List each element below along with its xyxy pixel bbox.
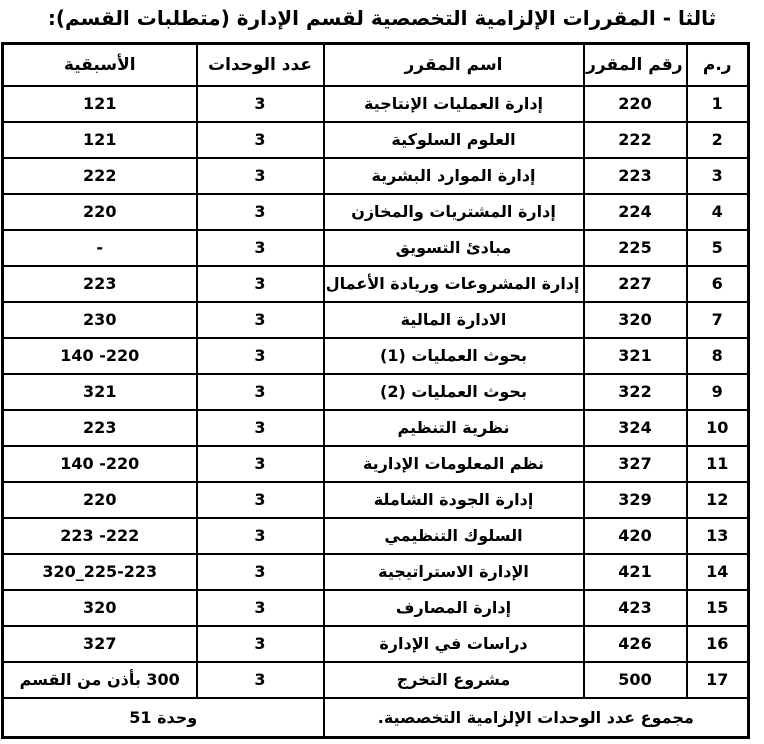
cell-name: دراسات في الإدارة [324,626,584,662]
table-row [3,518,749,554]
cell-no: 13 [687,518,749,554]
header-row [3,44,749,86]
cell-prereq: 140 -220 [3,446,197,482]
cell-no: 10 [687,410,749,446]
cell-code: 329 [584,482,687,518]
cell-prereq: 327 [3,626,197,662]
cell-prereq: 223 -222 [3,518,197,554]
cell-name: الادارة المالية [324,302,584,338]
cell-name: العلوم السلوكية [324,122,584,158]
cell-no: 5 [687,230,749,266]
cell-no: 16 [687,626,749,662]
cell-units: 3 [197,158,324,194]
table-row [3,230,749,266]
cell-prereq: - [3,230,197,266]
cell-units: 3 [197,446,324,482]
total-units-value: 51 وحدة [3,698,324,738]
column-header-prereq: الأسبقية [3,44,197,86]
cell-name: إدارة الموارد البشرية [324,158,584,194]
cell-name: إدارة الجودة الشاملة [324,482,584,518]
table-row [3,446,749,482]
cell-name: بحوث العمليات (1) [324,338,584,374]
cell-units: 3 [197,194,324,230]
cell-no: 9 [687,374,749,410]
cell-prereq: 220 [3,194,197,230]
cell-name: نظم المعلومات الإدارية [324,446,584,482]
cell-no: 4 [687,194,749,230]
total-units-label: مجموع عدد الوحدات الإلزامية التخصصية. [324,698,749,738]
cell-prereq: 300 بأذن من القسم [3,662,197,698]
table-row [3,338,749,374]
cell-units: 3 [197,410,324,446]
table-row [3,302,749,338]
cell-code: 222 [584,122,687,158]
cell-no: 1 [687,86,749,122]
cell-code: 224 [584,194,687,230]
cell-code: 423 [584,590,687,626]
cell-prereq: 320 [3,590,197,626]
cell-no: 2 [687,122,749,158]
cell-prereq: 121 [3,86,197,122]
cell-no: 3 [687,158,749,194]
cell-prereq: 223 [3,410,197,446]
cell-prereq: 140 -220 [3,338,197,374]
cell-name: مشروع التخرج [324,662,584,698]
cell-code: 420 [584,518,687,554]
table-row [3,374,749,410]
cell-units: 3 [197,302,324,338]
column-header-units: عدد الوحدات [197,44,324,86]
cell-units: 3 [197,626,324,662]
table-body [3,86,749,698]
cell-prereq: 230 [3,302,197,338]
cell-units: 3 [197,374,324,410]
cell-code: 322 [584,374,687,410]
cell-prereq: 223 [3,266,197,302]
cell-units: 3 [197,86,324,122]
cell-no: 7 [687,302,749,338]
cell-name: مبادئ التسويق [324,230,584,266]
cell-name: إدارة العمليات الإنتاجية [324,86,584,122]
cell-no: 8 [687,338,749,374]
cell-units: 3 [197,518,324,554]
cell-units: 3 [197,338,324,374]
cell-prereq: 320_225-223 [3,554,197,590]
table-row [3,194,749,230]
footer-row [3,698,749,738]
cell-no: 14 [687,554,749,590]
cell-prereq: 222 [3,158,197,194]
column-header-code: رقم المقرر [584,44,687,86]
cell-code: 321 [584,338,687,374]
column-header-no: ر.م [687,44,749,86]
cell-prereq: 121 [3,122,197,158]
cell-name: إدارة المشروعات وريادة الأعمال [324,266,584,302]
table-row [3,554,749,590]
cell-name: بحوث العمليات (2) [324,374,584,410]
table-row [3,410,749,446]
cell-units: 3 [197,590,324,626]
cell-code: 225 [584,230,687,266]
table-row [3,158,749,194]
table-row [3,590,749,626]
cell-units: 3 [197,662,324,698]
cell-name: السلوك التنظيمي [324,518,584,554]
cell-code: 220 [584,86,687,122]
cell-code: 227 [584,266,687,302]
table-row [3,86,749,122]
cell-units: 3 [197,266,324,302]
page-title: ثالثا - المقررات الإلزامية التخصصية لقسم الإدارة (متطلبات القسم): [47,6,717,30]
cell-code: 327 [584,446,687,482]
cell-units: 3 [197,122,324,158]
cell-no: 6 [687,266,749,302]
cell-code: 500 [584,662,687,698]
cell-units: 3 [197,230,324,266]
cell-code: 426 [584,626,687,662]
cell-no: 17 [687,662,749,698]
table-footer [3,698,749,738]
table-header [3,44,749,86]
cell-code: 421 [584,554,687,590]
cell-units: 3 [197,554,324,590]
cell-prereq: 220 [3,482,197,518]
cell-name: إدارة المشتريات والمخازن [324,194,584,230]
cell-name: إدارة المصارف [324,590,584,626]
cell-no: 15 [687,590,749,626]
cell-no: 11 [687,446,749,482]
table-row [3,122,749,158]
cell-units: 3 [197,482,324,518]
table-row [3,482,749,518]
cell-code: 324 [584,410,687,446]
table-row [3,662,749,698]
column-header-name: اسم المقرر [324,44,584,86]
table-row [3,626,749,662]
cell-prereq: 321 [3,374,197,410]
courses-table [1,42,750,739]
cell-name: نظرية التنظيم [324,410,584,446]
cell-no: 12 [687,482,749,518]
cell-name: الإدارة الاستراتيجية [324,554,584,590]
table-row [3,266,749,302]
cell-code: 223 [584,158,687,194]
cell-code: 320 [584,302,687,338]
